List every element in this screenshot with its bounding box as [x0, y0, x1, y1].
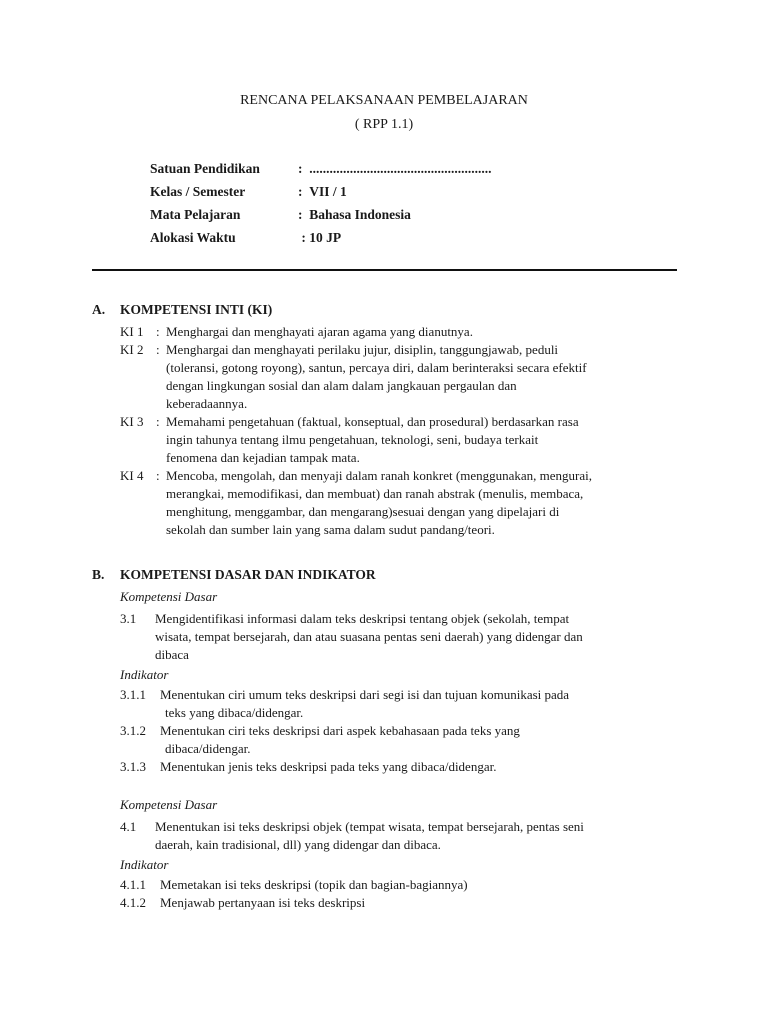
indikator-number: 3.1.1	[120, 687, 146, 702]
document-subtitle: ( RPP 1.1)	[354, 117, 414, 132]
indikator-label: Indikator	[120, 857, 169, 872]
kd-number: 4.1	[120, 819, 137, 834]
ki-text-line: fenomena dan kejadian tampak mata.	[166, 450, 360, 465]
identity-separator: :	[298, 230, 306, 245]
identity-label: Mata Pelajaran	[150, 207, 241, 222]
section-title: KOMPETENSI INTI (KI)	[120, 302, 273, 317]
kd-item	[120, 610, 682, 664]
indikator-item	[120, 758, 682, 776]
section-heading	[92, 301, 682, 321]
ki-text-line: Menghargai dan menghayati ajaran agama yang dianutnya.	[166, 324, 473, 339]
kd-text-line: wisata, tempat bersejarah, dan atau suasana pentas seni daerah) yang didengar dan	[155, 629, 583, 644]
ki-text-line: Menghargai dan menghayati perilaku jujur, disiplin, tanggungjawab, peduli	[166, 342, 559, 357]
ki-item	[120, 341, 682, 413]
identity-value: Bahasa Indonesia	[309, 207, 411, 222]
section-heading	[92, 566, 682, 586]
ki-text-line: merangkai, memodifikasi, dan membuat) dan ranah abstrak (menulis, membaca,	[166, 486, 584, 501]
indikator-item	[120, 876, 682, 894]
ki-text-line: keberadaannya.	[166, 396, 248, 411]
identity-value: VII / 1	[309, 184, 347, 199]
ki-list	[92, 323, 682, 539]
ki-colon: :	[156, 342, 160, 357]
ki-colon: :	[156, 468, 160, 483]
ki-colon: :	[156, 324, 160, 339]
indikator-text-line: Menentukan ciri umum teks deskripsi dari segi isi dan tujuan komunikasi pada	[160, 687, 570, 702]
identity-separator: :	[298, 207, 303, 222]
identity-block	[150, 160, 492, 252]
indikator-item	[120, 722, 682, 758]
indikator-text-line: dibaca/didengar.	[165, 741, 251, 756]
indikator-item	[120, 686, 682, 722]
identity-value: 10 JP	[309, 230, 342, 245]
ki-text-line: menghitung, menggambar, dan mengarang)sesuai dengan yang dipelajari di	[166, 504, 560, 519]
kompetensi-dasar-label: Kompetensi Dasar	[120, 589, 218, 604]
section-title: KOMPETENSI DASAR DAN INDIKATOR	[120, 567, 376, 582]
identity-separator: :	[298, 184, 303, 199]
identity-row-kelas	[150, 183, 492, 206]
identity-label: Kelas / Semester	[150, 184, 246, 199]
indikator-label: Indikator	[120, 667, 169, 682]
kd-item	[120, 818, 682, 854]
indikator-number: 3.1.2	[120, 723, 146, 738]
section-letter: A.	[92, 302, 106, 317]
indikator-number: 4.1.1	[120, 877, 146, 892]
kd-number: 3.1	[120, 611, 137, 626]
kd-text-line: daerah, kain tradisional, dll) yang didengar dan dibaca.	[155, 837, 441, 852]
ki-text-line: dengan lingkungan sosial dan alam dalam jangkauan pergaulan dan	[166, 378, 517, 393]
indikator-item	[120, 894, 682, 912]
header-divider	[92, 269, 677, 271]
identity-row-satuan	[150, 160, 492, 183]
ki-text-line: ingin tahunya tentang ilmu pengetahuan, teknologi, seni, budaya terkait	[166, 432, 539, 447]
identity-label: Alokasi Waktu	[150, 230, 236, 245]
ki-code: KI 3	[120, 414, 144, 429]
ki-text-line: sekolah dan sumber lain yang sama dalam sudut pandang/teori.	[166, 522, 495, 537]
indikator-number: 3.1.3	[120, 759, 146, 774]
kompetensi-dasar-label: Kompetensi Dasar	[120, 797, 218, 812]
ki-item	[120, 323, 682, 341]
indikator-text-line: Menjawab pertanyaan isi teks deskripsi	[160, 895, 366, 910]
identity-row-mapel	[150, 206, 492, 229]
kd-text-line: dibaca	[155, 647, 189, 662]
ki-code: KI 1	[120, 324, 144, 339]
identity-value: ......................................................	[309, 161, 492, 176]
ki-text-line: (toleransi, gotong royong), santun, percaya diri, dalam berinteraksi secara efektif	[166, 360, 587, 375]
ki-colon: :	[156, 414, 160, 429]
ki-code: KI 2	[120, 342, 144, 357]
indikator-text-line: Memetakan isi teks deskripsi (topik dan bagian-bagiannya)	[160, 877, 468, 892]
ki-item	[120, 467, 682, 539]
section-kompetensi-inti	[92, 301, 682, 539]
ki-text-line: Memahami pengetahuan (faktual, konseptual, dan prosedural) berdasarkan rasa	[166, 414, 579, 429]
kd-text-line: Menentukan isi teks deskripsi objek (tempat wisata, tempat bersejarah, pentas seni	[155, 819, 584, 834]
indikator-text-line: Menentukan ciri teks deskripsi dari aspek kebahasaan pada teks yang	[160, 723, 520, 738]
indikator-number: 4.1.2	[120, 895, 146, 910]
kd-text-line: Mengidentifikasi informasi dalam teks deskripsi tentang objek (sekolah, tempat	[155, 611, 570, 626]
indikator-text-line: Menentukan jenis teks deskripsi pada teks yang dibaca/didengar.	[160, 759, 497, 774]
identity-row-alokasi	[150, 229, 492, 252]
identity-label: Satuan Pendidikan	[150, 161, 260, 176]
ki-item	[120, 413, 682, 467]
ki-text-line: Mencoba, mengolah, dan menyaji dalam ranah konkret (menggunakan, mengurai,	[166, 468, 592, 483]
document-title: RENCANA PELAKSANAAN PEMBELAJARAN	[240, 93, 528, 108]
section-letter: B.	[92, 567, 105, 582]
ki-code: KI 4	[120, 468, 144, 483]
section-kompetensi-dasar	[92, 566, 682, 912]
identity-separator: :	[298, 161, 303, 176]
indikator-text-line: teks yang dibaca/didengar.	[165, 705, 304, 720]
